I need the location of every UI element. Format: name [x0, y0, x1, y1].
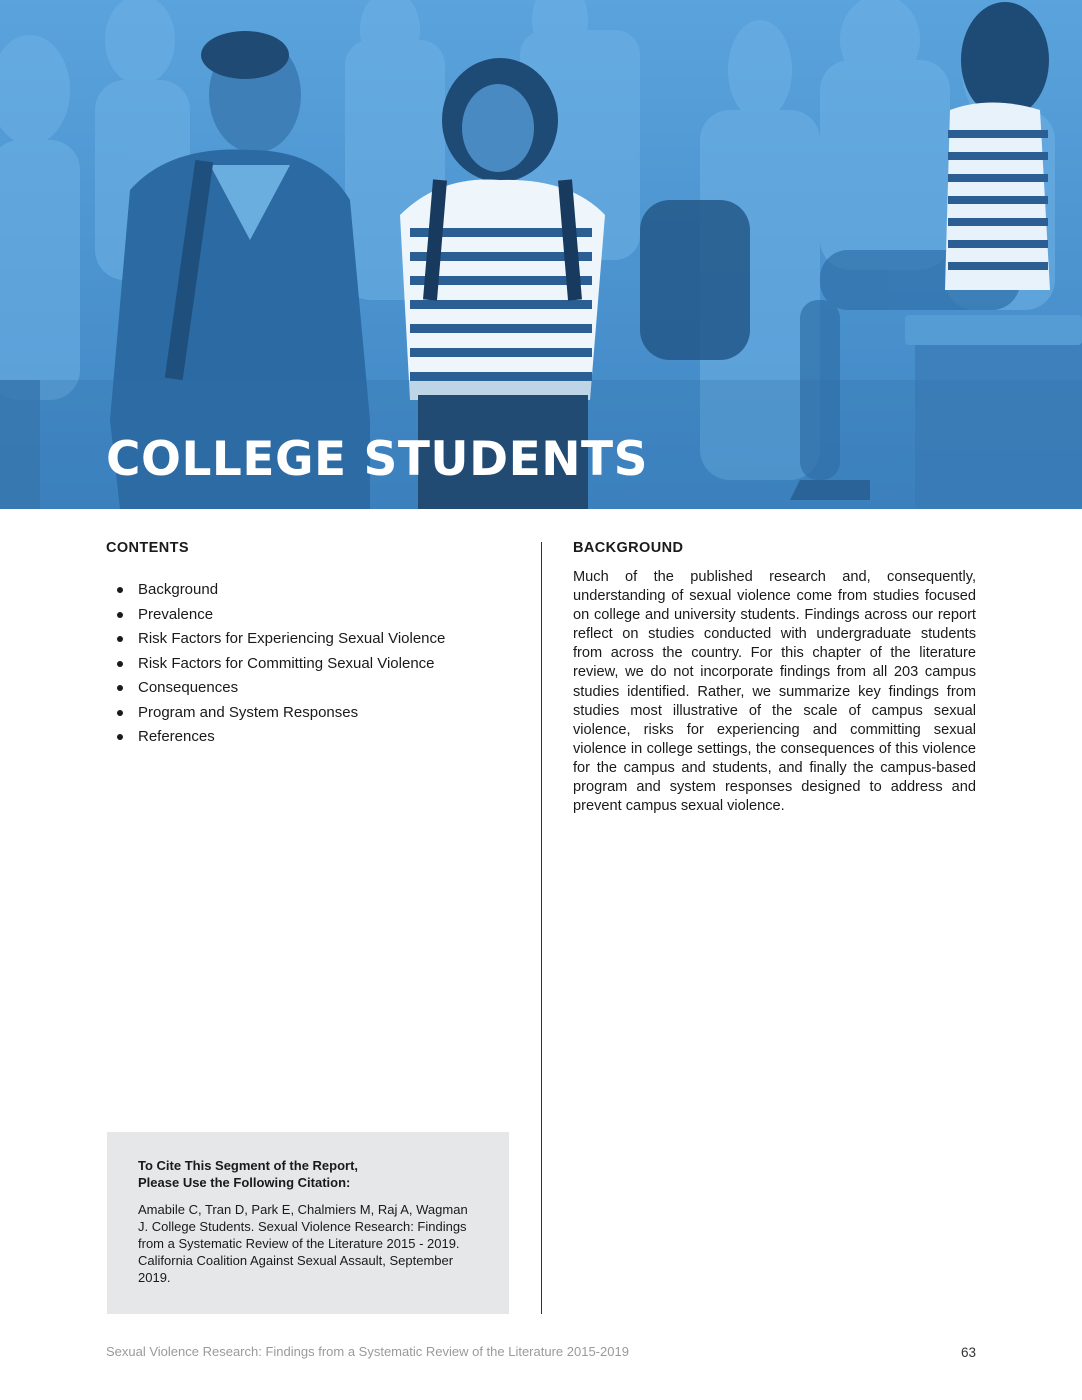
- contents-item-consequences[interactable]: [106, 676, 510, 701]
- contents-list: [106, 578, 510, 750]
- contents-item-background[interactable]: [106, 578, 510, 603]
- contents-item-label: Background: [138, 581, 219, 598]
- contents-heading: CONTENTS: [106, 540, 189, 556]
- contents-item-label: Program and System Responses: [138, 703, 359, 721]
- contents-item-risk-experiencing[interactable]: [106, 627, 510, 652]
- contents-item-label: Prevalence: [138, 605, 214, 623]
- bullet-icon: [117, 685, 123, 691]
- contents-item-references[interactable]: [106, 725, 510, 750]
- background-section: [573, 538, 976, 816]
- citation-box: [107, 1132, 509, 1314]
- contents-item-prevalence[interactable]: [106, 603, 510, 628]
- citation-text: Amabile C, Tran D, Park E, Chalmiers M, Raj A, Wagman J. College Students. Sexual Violence Research: Findings from a Systematic Review of the Literature 2015 - 2019. California Coalition Against Sexual Assault, September 2019.: [138, 1202, 468, 1285]
- bullet-icon: [117, 734, 123, 740]
- footer-report-title: Sexual Violence Research: Findings from a Systematic Review of the Literature 2015-2019: [106, 1344, 629, 1359]
- bullet-icon: [117, 661, 123, 667]
- contents-item-label: Risk Factors for Committing Sexual Violence: [138, 654, 435, 672]
- bullet-icon: [117, 587, 123, 593]
- contents-item-program-responses[interactable]: [106, 701, 510, 726]
- bullet-icon: [117, 710, 123, 716]
- contents-item-label: References: [138, 728, 215, 745]
- bullet-icon: [117, 636, 123, 642]
- contents-section: [106, 538, 510, 750]
- contents-item-risk-committing[interactable]: [106, 652, 510, 677]
- column-divider: [541, 542, 542, 1314]
- page-title: COLLEGE STUDENTS: [106, 432, 648, 487]
- contents-item-label: Risk Factors for Experiencing Sexual Violence: [138, 630, 446, 647]
- bullet-icon: [117, 612, 123, 618]
- citation-title: To Cite This Segment of the Report, Please Use the Following Citation:: [138, 1158, 359, 1190]
- hero-banner: [0, 0, 1082, 509]
- background-body: Much of the published research and, consequently, understanding of sexual violence come from studies focused on college and university students. Findings across our report reflect on studies conducted with undergraduate students from across the country. For this chapter of the literature review, we do not incorporate findings from all 203 campus studies identified. Rather, we summarize key findings from studies most illustrative of the scale of campus sexual violence, risks for experiencing and committing sexual violence in college settings, the consequences of this violence for the campus and students, and finally the campus-based program and system responses designed to address and prevent campus sexual violence.: [573, 569, 976, 815]
- contents-item-label: Consequences: [138, 679, 239, 696]
- page-number: 63: [960, 1345, 976, 1360]
- background-heading: BACKGROUND: [573, 540, 684, 556]
